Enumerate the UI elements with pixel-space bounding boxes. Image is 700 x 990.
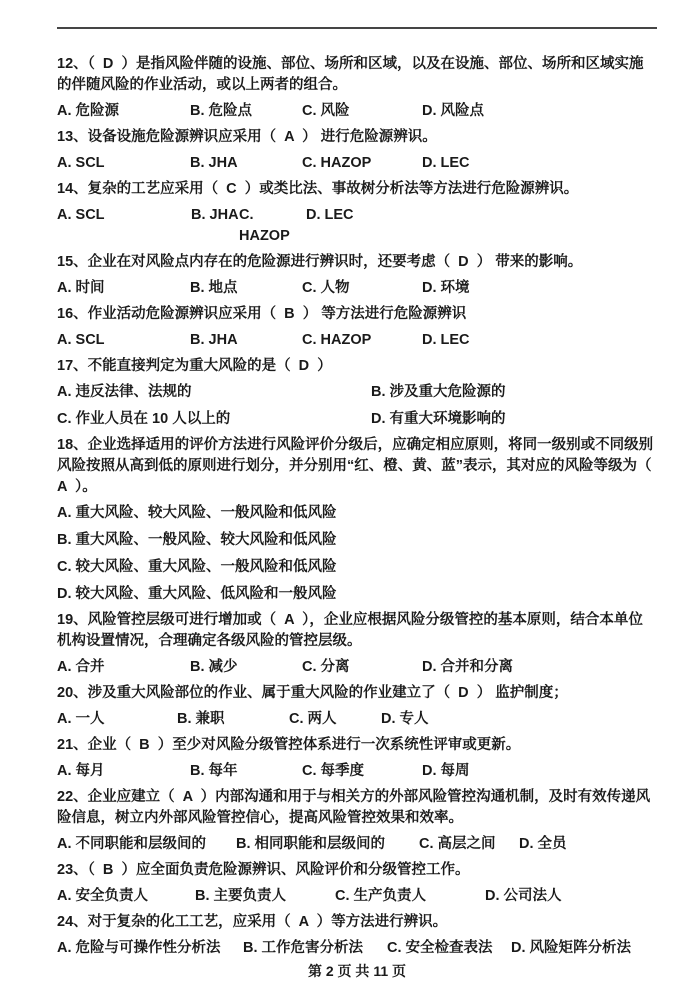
question-17-option-a: A. 违反法律、法规的 <box>57 384 192 400</box>
question-23-option-a: A. 安全负责人 <box>57 888 149 904</box>
question-12-option-b: B. 危险点 <box>190 103 253 119</box>
question-20-option-a: A. 一人 <box>57 711 105 727</box>
question-23-option-b: B. 主要负责人 <box>195 888 287 904</box>
question-17-options-row2 <box>57 409 657 430</box>
question-21-options <box>57 761 657 782</box>
question-24-options <box>57 938 657 959</box>
question-20-text: 20、涉及重大风险部位的作业、属于重大风险的作业建立了（ D ） 监护制度； <box>57 685 568 701</box>
question-18 <box>57 435 660 605</box>
question-24-option-a: A. 危险与可操作性分析法 <box>57 940 221 956</box>
question-16-option-a: A. SCL <box>57 332 105 348</box>
question-22 <box>57 787 657 855</box>
question-20 <box>57 683 657 730</box>
question-14-option-b: B. JHA <box>191 207 239 223</box>
questions-list <box>57 54 660 959</box>
question-13-text: 13、设备设施危险源辨识应采用（ A ） 进行危险源辨识。 <box>57 129 437 145</box>
question-24-text: 24、对于复杂的化工工艺，应采用（ A ）等方法进行辨识。 <box>57 914 448 930</box>
question-22-option-c: C. 高层之间 <box>419 836 496 852</box>
question-22-text: 22、企业应建立（ A ）内部沟通和用于与相关方的外部风险管控沟通机制，及时有效传递风险信息，树立内外部风险管控信心，提高风险管控效果和效率。 <box>57 789 651 826</box>
question-17-text: 17、不能直接判定为重大风险的是（ D ） <box>57 358 332 374</box>
question-18-option-b: B. 重大风险、一般风险、较大风险和低风险 <box>57 532 337 548</box>
question-15-option-c: C. 人物 <box>302 280 350 296</box>
question-21-text: 21、企业（ B ）至少对风险分级管控体系进行一次系统性评审或更新。 <box>57 737 521 753</box>
question-13-options <box>57 153 657 174</box>
question-23 <box>57 860 657 907</box>
question-14-option-a: A. SCL <box>57 207 105 223</box>
question-19-option-c: C. 分离 <box>302 659 350 675</box>
question-12-options <box>57 101 657 122</box>
question-18-option-d: D. 较大风险、重大风险、低风险和一般风险 <box>57 586 337 602</box>
question-17 <box>57 356 657 430</box>
question-15 <box>57 252 657 299</box>
question-13-option-b: B. JHA <box>190 155 238 171</box>
question-23-text: 23、（ B ）应全面负责危险源辨识、风险评价和分级管控工作。 <box>57 862 470 878</box>
question-14 <box>57 179 657 247</box>
question-16-option-b: B. JHA <box>190 332 238 348</box>
question-18-option-c: C. 较大风险、重大风险、一般风险和低风险 <box>57 559 337 575</box>
question-12-option-c: C. 风险 <box>302 103 350 119</box>
question-17-options-row1 <box>57 382 657 403</box>
question-12 <box>57 54 657 122</box>
question-18-options <box>57 503 657 605</box>
question-20-option-b: B. 兼职 <box>177 711 225 727</box>
question-15-text: 15、企业在对风险点内存在的危险源进行辨识时，还要考虑（ D ） 带来的影响。 <box>57 254 583 270</box>
question-22-option-b: B. 相同职能和层级间的 <box>236 836 386 852</box>
question-17-option-b: B. 涉及重大危险源的 <box>371 384 506 400</box>
question-13-option-c: C. HAZOP <box>302 155 372 171</box>
question-22-option-d: D. 全员 <box>519 836 567 852</box>
question-24 <box>57 912 657 959</box>
question-15-option-b: B. 地点 <box>190 280 238 296</box>
question-19-text: 19、风险管控层级可进行增加或（ A ），企业应根据风险分级管控的基本原则，结合本单位机构设置情况，合理确定各级风险的管控层级。 <box>57 612 643 649</box>
question-15-options <box>57 278 657 299</box>
question-17-option-c: C. 作业人员在 10 人以上的 <box>57 411 231 427</box>
question-21 <box>57 735 657 782</box>
question-21-option-a: A. 每月 <box>57 763 105 779</box>
question-19 <box>57 610 657 678</box>
question-16-options <box>57 330 657 351</box>
question-14-text: 14、复杂的工艺应采用（ C ）或类比法、事故树分析法等方法进行危险源辨识。 <box>57 181 579 197</box>
question-12-option-d: D. 风险点 <box>422 103 485 119</box>
header-rule <box>57 27 657 29</box>
question-20-option-c: C. 两人 <box>289 711 337 727</box>
question-19-option-b: B. 减少 <box>190 659 238 675</box>
question-13 <box>57 127 657 174</box>
question-16-option-d: D. LEC <box>422 332 470 348</box>
question-14-option-c: C. HAZOP <box>239 207 290 244</box>
question-16-option-c: C. HAZOP <box>302 332 372 348</box>
question-22-option-a: A. 不同职能和层级间的 <box>57 836 207 852</box>
question-18-option-a: A. 重大风险、较大风险、一般风险和低风险 <box>57 505 337 521</box>
question-21-option-c: C. 每季度 <box>302 763 365 779</box>
question-13-option-a: A. SCL <box>57 155 105 171</box>
question-21-option-b: B. 每年 <box>190 763 238 779</box>
question-24-option-c: C. 安全检查表法 <box>387 940 493 956</box>
page-footer <box>57 961 657 982</box>
question-12-option-a: A. 危险源 <box>57 103 120 119</box>
question-16 <box>57 304 657 351</box>
question-21-option-d: D. 每周 <box>422 763 470 779</box>
question-18-text: 18、企业选择适用的评价方法进行风险评价分级后，应确定相应原则，将同一级别或不同级别风险按照从高到低的原则进行划分，并分别用“红、橙、黄、蓝”表示，其对应的风险等级为（ A ）。 <box>57 437 660 495</box>
question-14-option-d: D. LEC <box>306 207 354 223</box>
question-14-options <box>57 205 657 247</box>
question-23-options <box>57 886 657 907</box>
question-23-option-c: C. 生产负责人 <box>335 888 427 904</box>
question-19-option-a: A. 合并 <box>57 659 105 675</box>
question-12-text: 12、（ D ）是指风险伴随的设施、部位、场所和区域，以及在设施、部位、场所和区域实施的伴随风险的作业活动，或以上两者的组合。 <box>57 56 644 93</box>
question-15-option-a: A. 时间 <box>57 280 105 296</box>
question-20-options <box>57 709 657 730</box>
question-24-option-d: D. 风险矩阵分析法 <box>511 940 632 956</box>
question-22-options <box>57 834 657 855</box>
question-15-option-d: D. 环境 <box>422 280 470 296</box>
question-20-option-d: D. 专人 <box>381 711 429 727</box>
question-19-option-d: D. 合并和分离 <box>422 659 514 675</box>
question-24-option-b: B. 工作危害分析法 <box>243 940 364 956</box>
question-23-option-d: D. 公司法人 <box>485 888 562 904</box>
question-19-options <box>57 657 657 678</box>
page-number: 第 2 页 共 11 页 <box>307 963 407 979</box>
question-13-option-d: D. LEC <box>422 155 470 171</box>
question-17-option-d: D. 有重大环境影响的 <box>371 411 506 427</box>
question-16-text: 16、作业活动危险源辨识应采用（ B ） 等方法进行危险源辨识 <box>57 306 467 322</box>
